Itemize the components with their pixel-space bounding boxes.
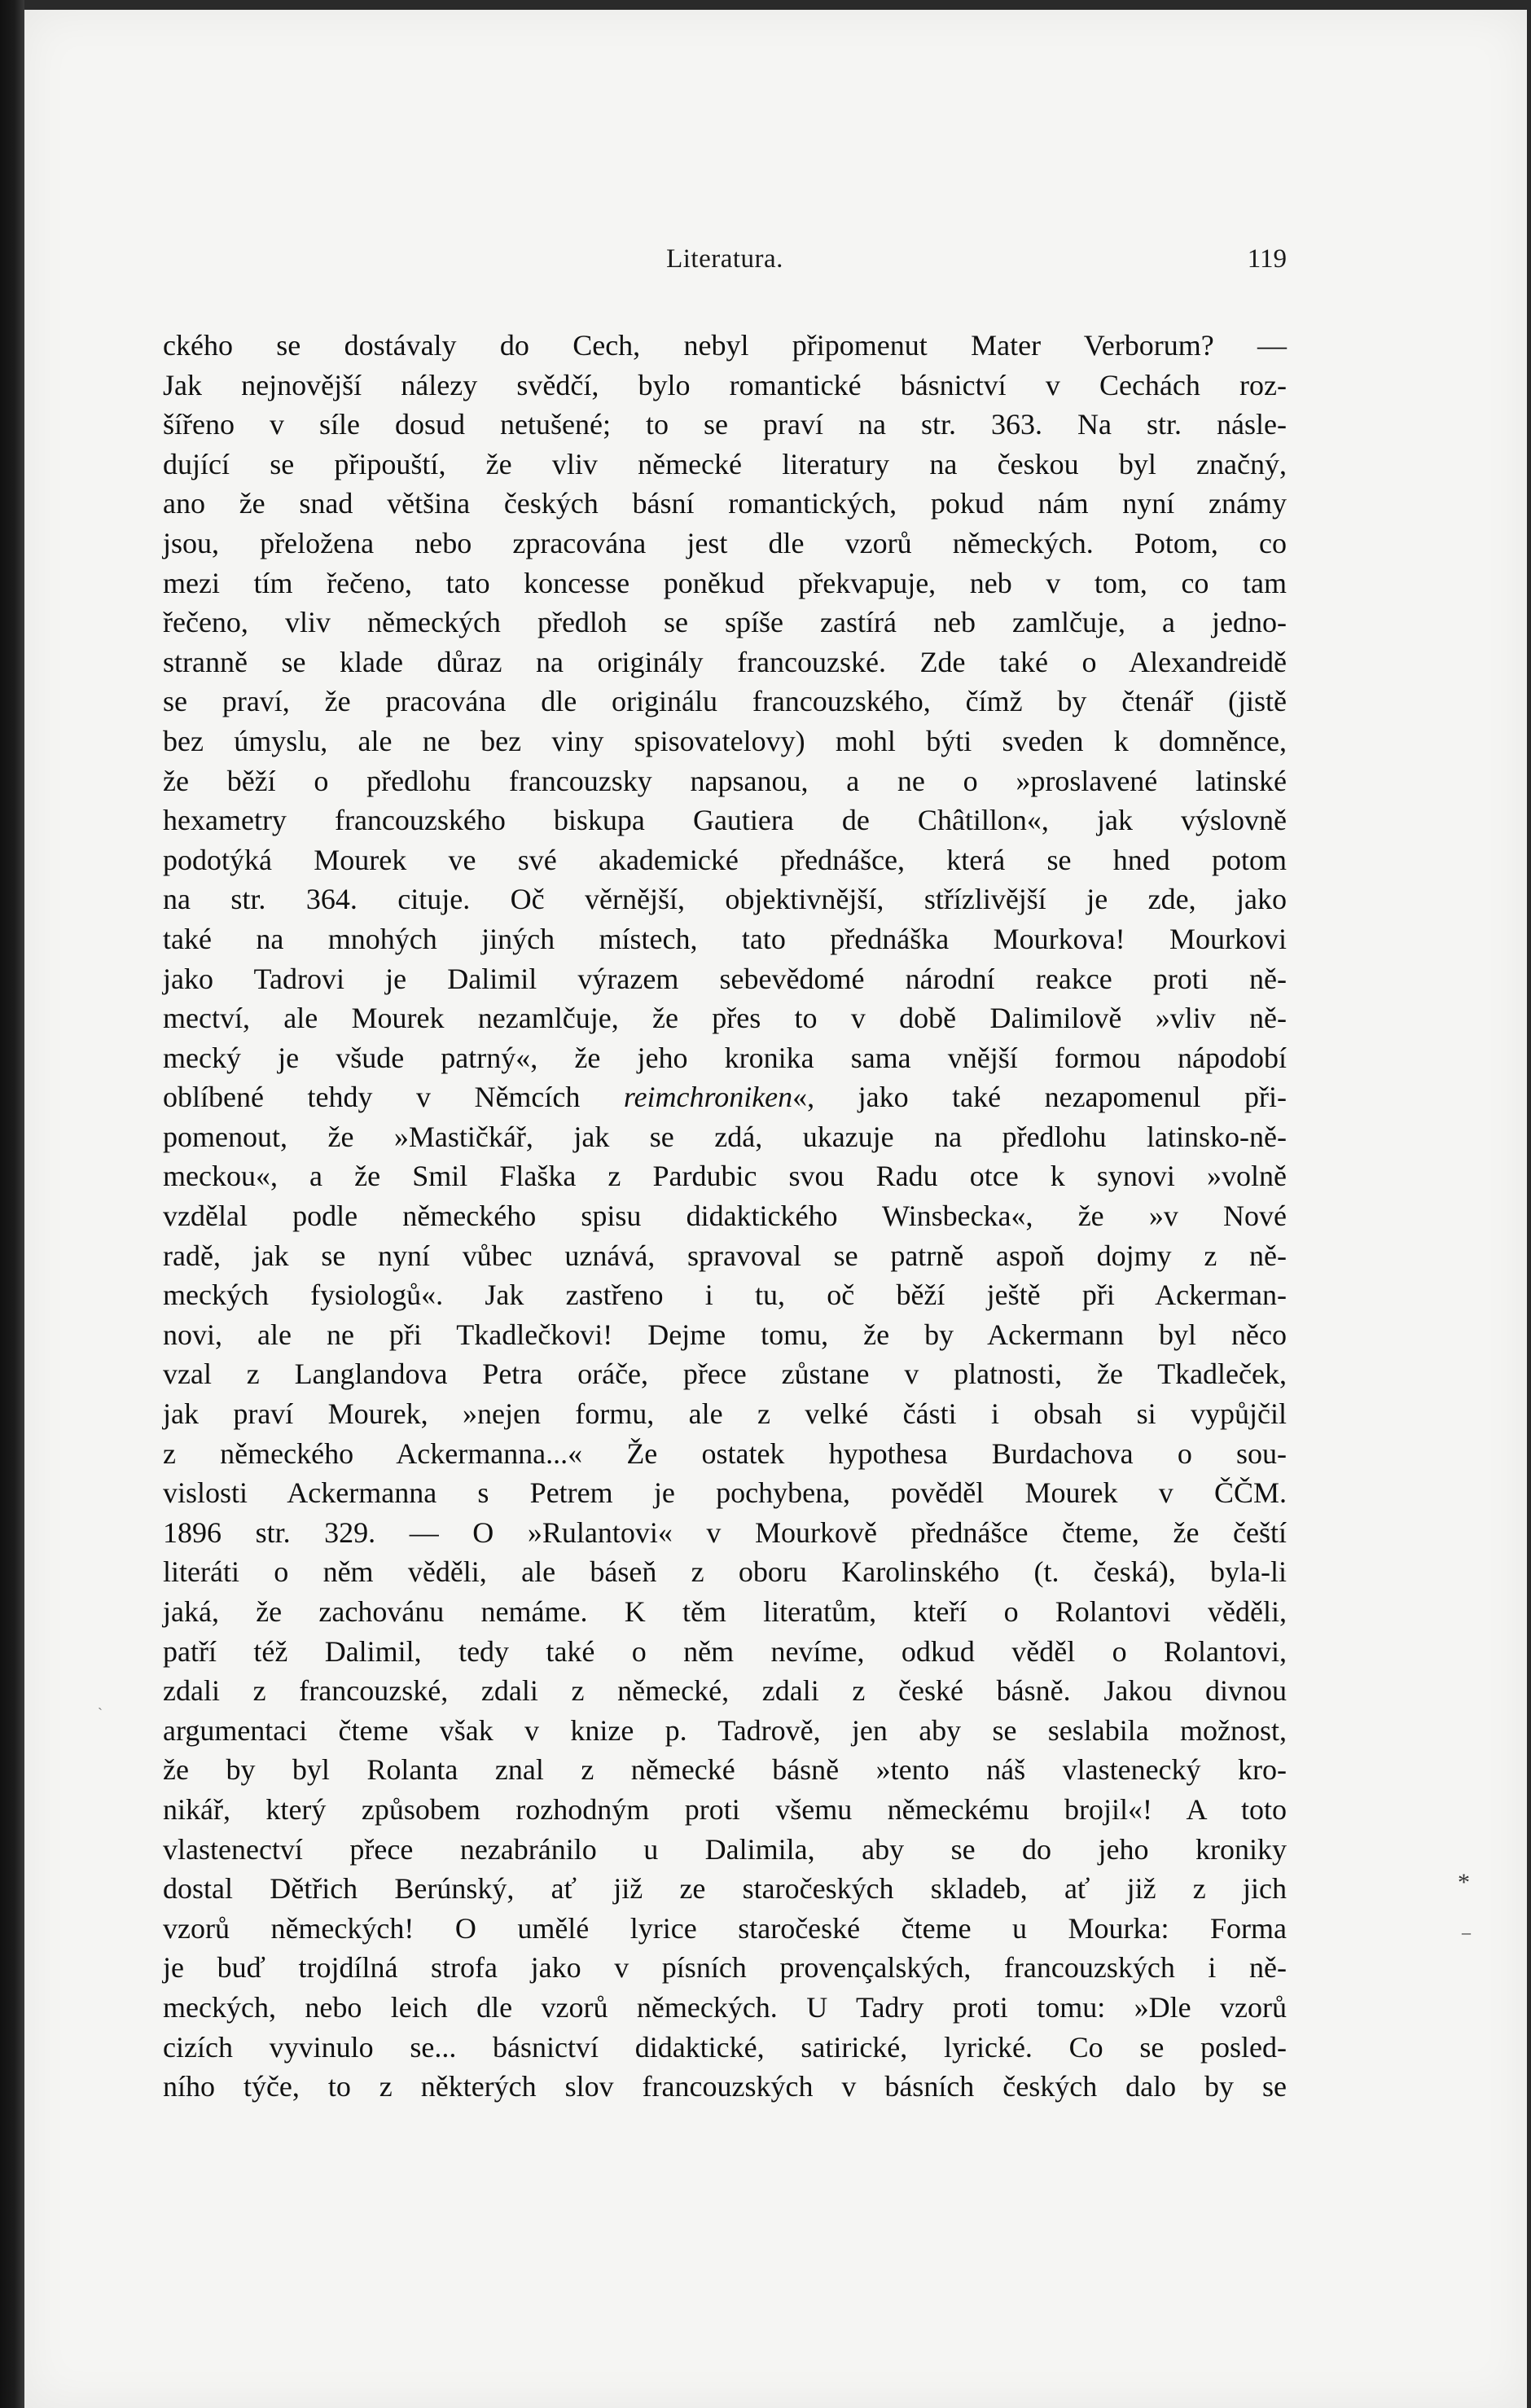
- text-line: patří též Dalimil, tedy také o něm nevíme, odkud věděl o Rolantovi,: [163, 1634, 1287, 1668]
- scan-edge: [0, 0, 24, 2408]
- text-line: zdali z francouzské, zdali z německé, zdali z české básně. Jakou divnou: [163, 1674, 1287, 1708]
- text-line: vzorů německých! O umělé lyrice staročeské čteme u Mourka: Forma: [163, 1911, 1287, 1945]
- text-line: že by byl Rolanta znal z německé básně »tento náš vlastenecký kro-: [163, 1753, 1287, 1787]
- text-line: že běží o předlohu francouzsky napsanou, a ne o »proslavené latinské: [163, 764, 1287, 797]
- text-line: ano že snad většina českých básní romantických, pokud nám nyní známy: [163, 487, 1287, 520]
- text-line: vlastenectví přece nezabránilo u Dalimila, aby se do jeho kroniky: [163, 1832, 1287, 1866]
- text-line: radě, jak se nyní vůbec uznává, spravoval se patrně aspoň dojmy z ně-: [163, 1239, 1287, 1272]
- text-line: hexametry francouzského biskupa Gautiera de Châtillon«, jak výslovně: [163, 804, 1287, 837]
- text-line: nikář, který způsobem rozhodným proti všemu německému brojil«! A toto: [163, 1792, 1287, 1826]
- margin-star-mark: *: [1458, 1869, 1470, 1896]
- text-line: řečeno, vliv německých předloh se spíše zastírá neb zamlčuje, a jedno-: [163, 606, 1287, 639]
- body-text: [163, 326, 1287, 2107]
- text-line: jaká, že zachovánu nemáme. K těm literatům, kteří o Rolantovi věděli,: [163, 1595, 1287, 1628]
- text-line: meckých fysiologů«. Jak zastřeno i tu, oč běží ještě při Ackerman-: [163, 1279, 1287, 1312]
- text-line: meckých, nebo leich dle vzorů německých. U Tadry proti tomu: »Dle vzorů: [163, 1990, 1287, 2024]
- text-line: dostal Dětřich Berúnský, ať již ze staročeských skladeb, ať již z jich: [163, 1872, 1287, 1906]
- text-line: bez úmyslu, ale ne bez viny spisovatelovy) mohl býti sveden k domněnce,: [163, 724, 1287, 757]
- text-line: dující se připouští, že vliv německé literatury na českou byl značný,: [163, 447, 1287, 480]
- text-line: ního týče, to z některých slov francouzských v básních českých dalo by se: [163, 2070, 1287, 2103]
- page-number: 119: [1247, 244, 1287, 274]
- text-line: oblíbené tehdy v Němcích reimchroniken«, jako také nezapomenul při-: [163, 1081, 1287, 1114]
- text-line: mecký je všude patrný«, že jeho kronika sama vnější formou nápodobí: [163, 1041, 1287, 1074]
- text-line: vislosti Ackermanna s Petrem je pochybena, pověděl Mourek v ČČM.: [163, 1476, 1287, 1510]
- text-line: argumentaci čteme však v knize p. Tadrově, jen aby se seslabila možnost,: [163, 1713, 1287, 1747]
- text-line: pomenout, že »Mastičkář, jak se zdá, ukazuje na předlohu latinsko-ně-: [163, 1120, 1287, 1153]
- text-line: 1896 str. 329. — O »Rulantovi« v Mourkově přednášce čteme, že čeští: [163, 1515, 1287, 1549]
- text-line: vzal z Langlandova Petra oráče, přece zůstane v platnosti, že Tkadleček,: [163, 1358, 1287, 1391]
- text-line: mezi tím řečeno, tato koncesse poněkud překvapuje, neb v tom, co tam: [163, 566, 1287, 599]
- running-title: Literatura.: [666, 244, 783, 274]
- text-line: je buď trojdílná strofa jako v písních provençalských, francouzských i ně-: [163, 1951, 1287, 1985]
- text-line: ckého se dostávaly do Cech, nebyl připomenut Mater Verborum? —: [163, 329, 1287, 362]
- text-line: mectví, ale Mourek nezamlčuje, že přes to v době Dalimilově »vliv ně-: [163, 1002, 1287, 1035]
- text-line: stranně se klade důraz na originály francouzské. Zde také o Alexandreidě: [163, 645, 1287, 678]
- text-line: se praví, že pracována dle originálu francouzského, čímž by čtenář (jistě: [163, 685, 1287, 718]
- text-line: meckou«, a že Smil Flaška z Pardubic svou Radu otce k synovi »volně: [163, 1160, 1287, 1193]
- text-line: jak praví Mourek, »nejen formu, ale z velké části i obsah si vypůjčil: [163, 1397, 1287, 1431]
- text-line: šířeno v síle dosud netušené; to se praví na str. 363. Na str. násle-: [163, 408, 1287, 441]
- text-line: z německého Ackermanna...« Že ostatek hypothesa Burdachova o sou-: [163, 1436, 1287, 1470]
- text-line: vzdělal podle německého spisu didaktického Winsbecka«, že »v Nové: [163, 1200, 1287, 1233]
- text-line: Jak nejnovější nálezy svědčí, bylo romantické básnictví v Cechách roz-: [163, 368, 1287, 401]
- text-line: literáti o něm věděli, ale báseň z oboru Karolinského (t. česká), byla-li: [163, 1555, 1287, 1589]
- running-head: [163, 244, 1287, 285]
- text-line: jako Tadrovi je Dalimil výrazem sebevědomé národní reakce proti ně-: [163, 962, 1287, 995]
- text-line: novi, ale ne při Tkadlečkovi! Dejme tomu, že by Ackermann byl něco: [163, 1318, 1287, 1351]
- text-line: jsou, přeložena nebo zpracována jest dle vzorů německých. Potom, co: [163, 526, 1287, 559]
- text-line: cizích vyvinulo se... básnictví didaktické, satirické, lyrické. Co se posled-: [163, 2030, 1287, 2064]
- text-line: také na mnohých jiných místech, tato přednáška Mourkova! Mourkovi: [163, 922, 1287, 955]
- margin-tick-mark: ˎ: [98, 1694, 103, 1710]
- margin-dash-mark: –: [1462, 1922, 1471, 1942]
- text-line: na str. 364. cituje. Oč věrnější, objektivnější, střízlivější je zde, jako: [163, 883, 1287, 916]
- text-line: podotýká Mourek ve své akademické přednášce, která se hned potom: [163, 843, 1287, 876]
